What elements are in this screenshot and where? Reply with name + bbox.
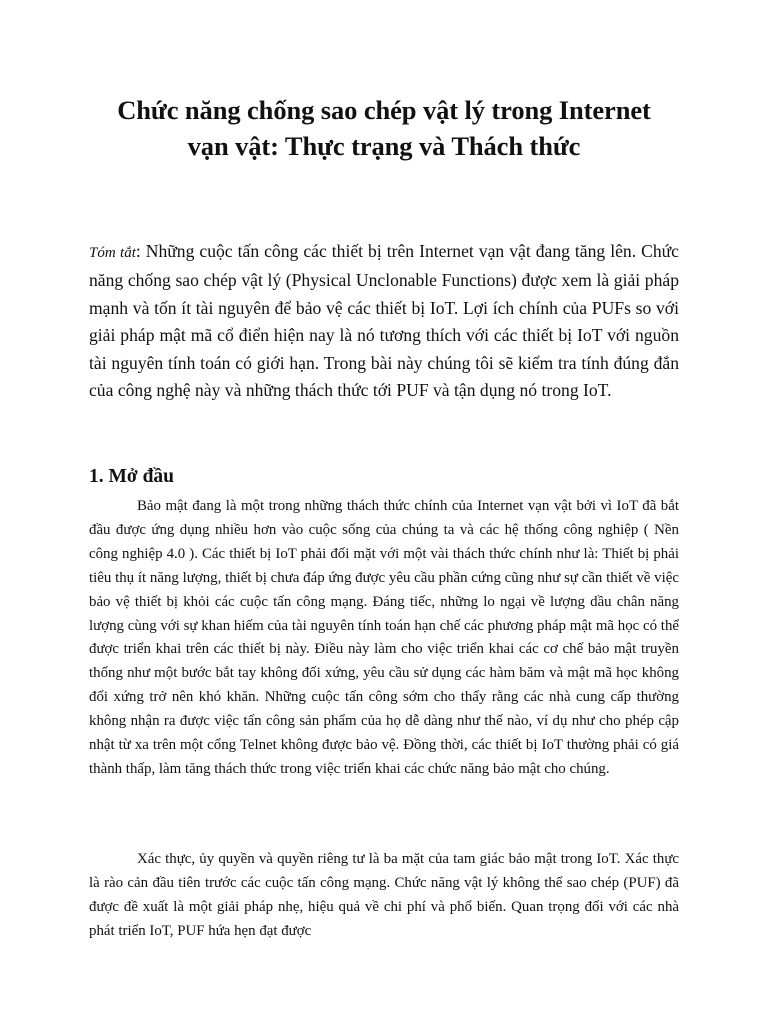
paper-title-line-1: Chức năng chống sao chép vật lý trong Internet	[117, 95, 651, 125]
introduction-paragraph-1: Bảo mật đang là một trong những thách thức chính của Internet vạn vật bởi vì IoT đã bắt đầu được ứng dụng nhiều hơn vào cuộc sống của chúng ta và các hệ thống công nghiệp ( Nền công nghiệp 4.0 ). Các thiết bị IoT phải đối mặt với một vài thách thức chính như là: Thiết bị phải tiêu thụ ít năng lượng, thiết bị chưa đáp ứng được yêu cầu phần cứng cũng như sự cần thiết về việc bảo vệ thiết bị khỏi các cuộc tấn công mạng. Đáng tiếc, những lo ngại về lượng dầu chân năng lượng cùng với sự khan hiếm của tài nguyên tính toán hạn chế các phương pháp mật mã học có thể được triển khai trên các thiết bị này. Điều này làm cho việc triển khai các cơ chế bảo mật truyền thống như một bước bắt tay không đối xứng, yêu cầu sử dụng các hàm băm và mật mã học không đối xứng trở nên khó khăn. Những cuộc tấn công sớm cho thấy rằng các nhà cung cấp thường không nhận ra được việc tấn công sản phẩm của họ dễ dàng như thế nào, ví dụ như cho phép cập nhật từ xa trên một cổng Telnet không được bảo vệ. Đồng thời, các thiết bị IoT thường phải có giá thành thấp, làm tăng thách thức trong việc triển khai các chức năng bảo mật cho chúng.	[89, 498, 679, 777]
section-heading-introduction: 1. Mở đầu	[89, 466, 175, 487]
introduction-paragraph-2: Xác thực, ủy quyền và quyền riêng tư là ba mặt của tam giác bảo mật trong IoT. Xác thực là rào cản đầu tiên trước các cuộc tấn công mạng. Chức năng vật lý không thể sao chép (PUF) đã được đề xuất là một giải pháp nhẹ, hiệu quả về chi phí và phổ biến. Quan trọng đối với các nhà phát triển IoT, PUF hứa hẹn đạt được	[89, 851, 679, 939]
paper-title-line-2: vạn vật: Thực trạng và Thách thức	[187, 131, 581, 161]
paper-title	[60, 92, 708, 164]
abstract-label: Tóm tắt	[89, 245, 136, 261]
abstract-separator: :	[135, 241, 141, 261]
abstract-text: Những cuộc tấn công các thiết bị trên Internet vạn vật đang tăng lên. Chức năng chống sao chép vật lý (Physical Unclonable Functions) được xem là giải pháp mạnh và tốn ít tài nguyên để bảo vệ các thiết bị IoT. Lợi ích chính của PUFs so với giải pháp mật mã cổ điển hiện nay là nó tương thích với các thiết bị IoT với nguồn tài nguyên tính toán có giới hạn. Trong bài này chúng tôi sẽ kiểm tra tính đúng đắn của công nghệ này và những thách thức tới PUF và tận dụng nó trong IoT.	[89, 241, 679, 401]
abstract	[89, 238, 679, 404]
